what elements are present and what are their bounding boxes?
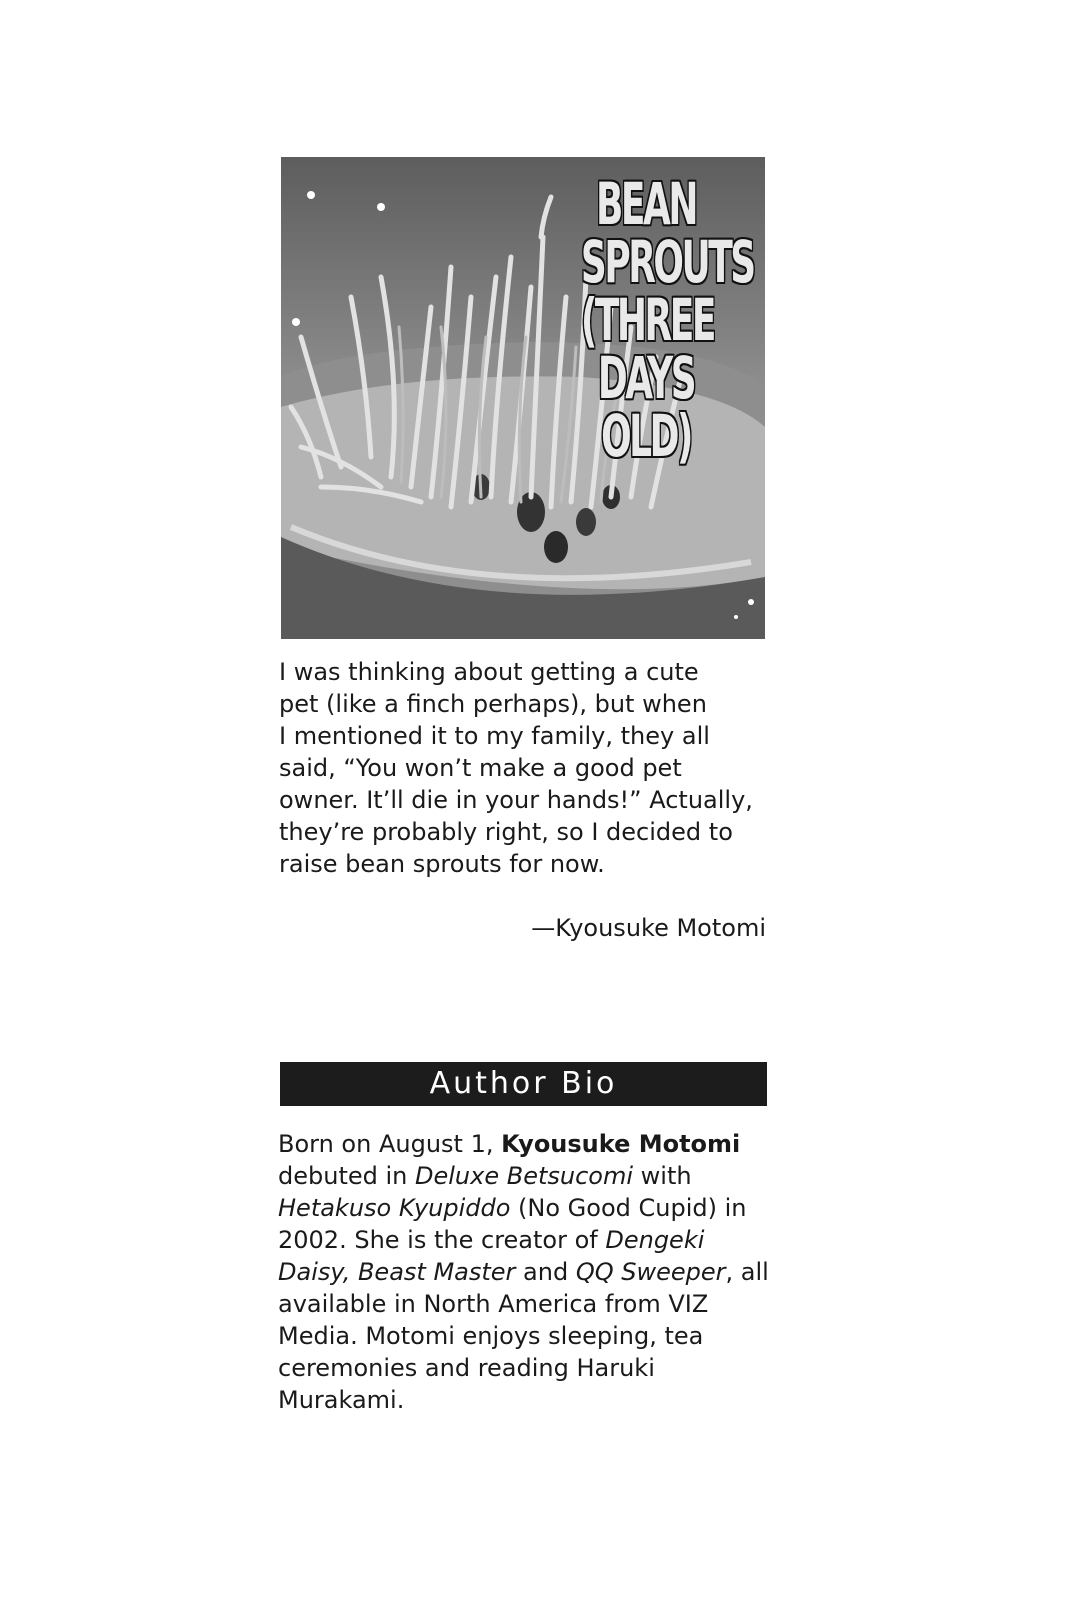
- bio-text-segment: debuted in: [278, 1162, 415, 1190]
- title-line: DAYS: [597, 344, 695, 412]
- author-bio-heading: Author Bio: [280, 1062, 767, 1106]
- title-line: OLD): [601, 402, 691, 470]
- bio-text-segment: Born on August 1,: [278, 1130, 502, 1158]
- author-name: Kyousuke Motomi: [501, 1130, 741, 1158]
- author-comment: I was thinking about getting a cute pet (like a finch perhaps), but when I mentioned it to my family, they all said, “You won’t make a good pet owner. It’ll die in your hands!” Actually, they’re probably right, so I decided to raise bean sprouts for now.: [279, 658, 753, 878]
- work-title: Dengeki Daisy, Beast Master: [278, 1226, 705, 1286]
- bio-text-segment: (No Good Cupid) in 2002. She is the creator of: [278, 1194, 747, 1254]
- title-line: (THREE: [580, 286, 714, 354]
- magazine-title: Deluxe Betsucomi: [415, 1162, 634, 1190]
- bio-text-segment: , all available in North America from VIZ Media. Motomi enjoys sleeping, tea ceremonies and reading Haruki Murakami.: [278, 1258, 769, 1414]
- title-line: BEAN: [596, 170, 696, 238]
- work-title: Hetakuso Kyupiddo: [278, 1194, 511, 1222]
- bio-text-segment: with: [633, 1162, 692, 1190]
- author-bio-text: [278, 1128, 778, 1416]
- bean-sprouts-photo: [281, 157, 765, 639]
- photo-caption-title: [580, 170, 754, 470]
- work-title: QQ Sweeper: [575, 1258, 726, 1286]
- title-line: SPROUTS: [580, 228, 754, 296]
- author-signature: —Kyousuke Motomi: [531, 914, 766, 942]
- bio-text-segment: and: [515, 1258, 576, 1286]
